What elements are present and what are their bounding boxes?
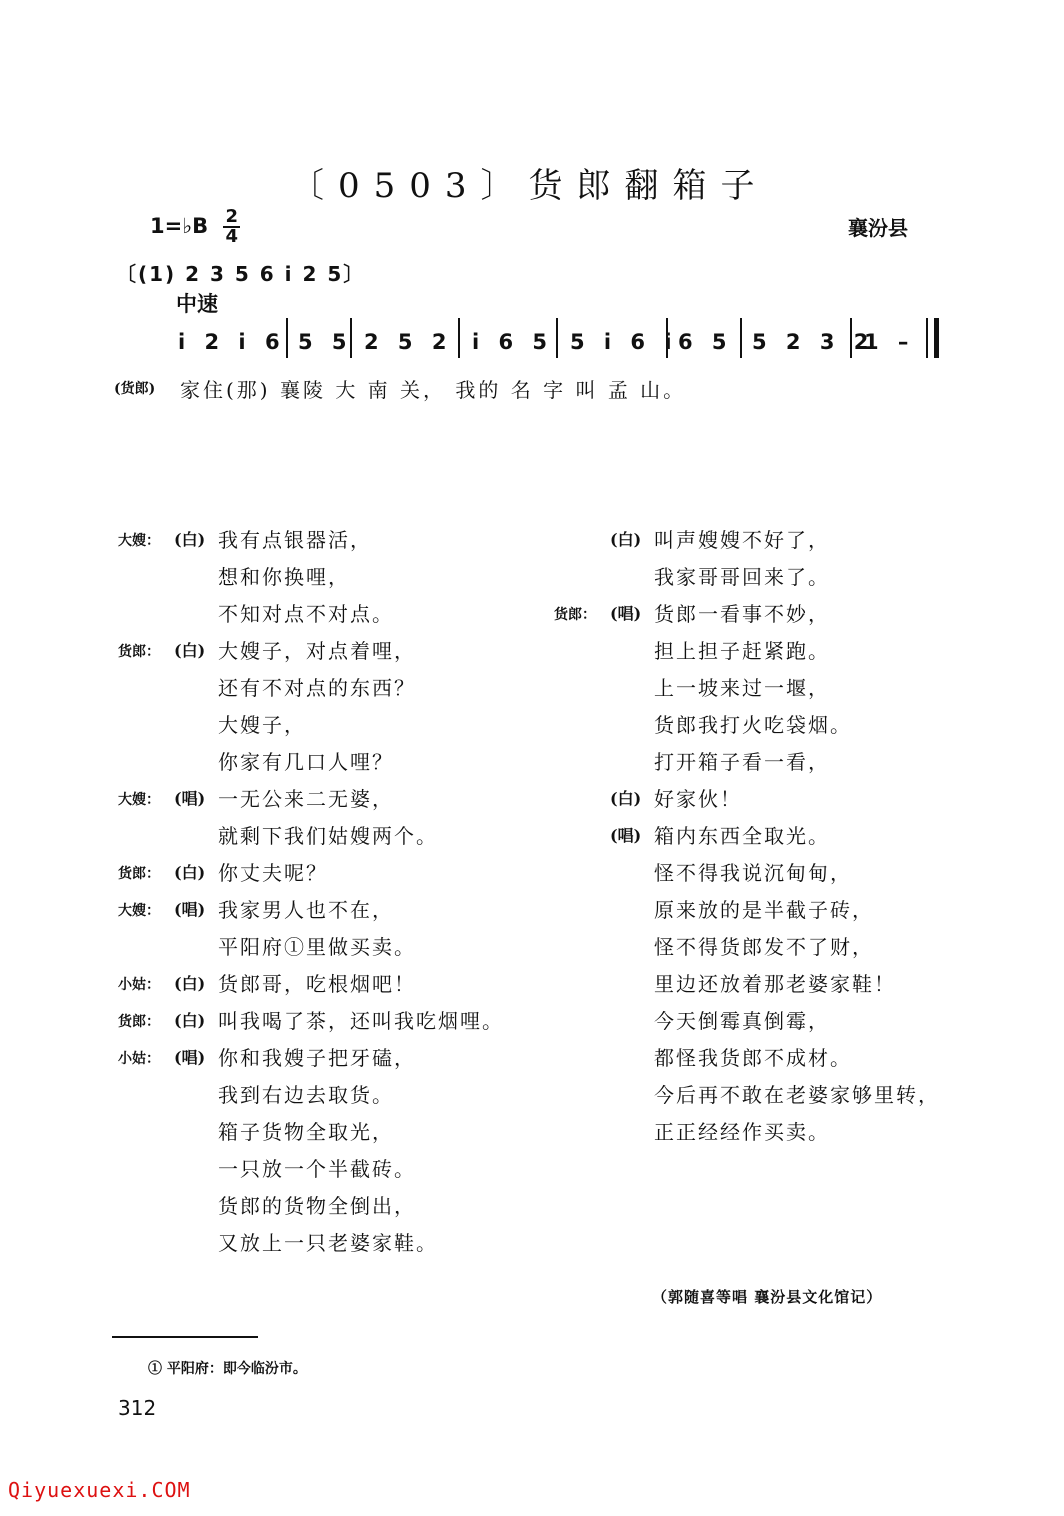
speaker-label: 小姑： (118, 1051, 160, 1067)
dialogue-text: 货郎一看事不妙， (654, 602, 830, 626)
speaker-label: 小姑： (118, 977, 160, 993)
dialogue-line (118, 742, 548, 779)
dialogue-left-column (118, 520, 548, 1260)
dialogue-line (118, 1223, 548, 1260)
final-bar-line (926, 318, 939, 358)
dialogue-line (554, 816, 954, 853)
speaker-label: 货郎： (118, 1014, 160, 1030)
dialogue-text: 箱内东西全取光。 (654, 824, 830, 848)
dialogue-line (118, 594, 548, 631)
bar-line (350, 318, 352, 358)
dialogue-text: 叫我喝了茶，还叫我吃烟哩。 (218, 1009, 504, 1033)
dialogue-text: 都怪我货郎不成材。 (654, 1046, 852, 1070)
dialogue-line (118, 1149, 548, 1186)
bar-line (666, 318, 668, 358)
bar-line (556, 318, 558, 358)
dialogue-text: 今后再不敢在老婆家够里转， (654, 1083, 940, 1107)
delivery-mode: (唱) (174, 789, 206, 808)
dialogue-line (554, 1038, 954, 1075)
dialogue-line (554, 1001, 954, 1038)
notation-measure: 1 – (864, 330, 915, 354)
delivery-mode: (白) (610, 530, 642, 549)
dialogue-text: 上一坡来过一堰， (654, 676, 830, 700)
dialogue-line (554, 631, 954, 668)
dialogue-text: 怪不得货郎发不了财， (654, 935, 874, 959)
time-numerator: 2 (225, 206, 238, 227)
lyric-role: (货郎) (114, 381, 156, 397)
delivery-mode: (唱) (610, 604, 642, 623)
song-title: 〔0503〕货郎翻箱子 (290, 166, 769, 206)
dialogue-text: 你和我嫂子把牙磕， (218, 1046, 416, 1070)
dialogue-line (554, 1075, 954, 1112)
dialogue-text: 还有不对点的东西？ (218, 676, 416, 700)
dialogue-text: 想和你换哩， (218, 565, 350, 589)
dialogue-line (118, 1075, 548, 1112)
dialogue-text: 打开箱子看一看， (654, 750, 830, 774)
dialogue-text: 担上担子赶紧跑。 (654, 639, 830, 663)
dialogue-text: 我有点银器活， (218, 528, 372, 552)
dialogue-text: 原来放的是半截子砖， (654, 898, 874, 922)
dialogue-line (554, 668, 954, 705)
dialogue-text: 就剩下我们姑嫂两个。 (218, 824, 438, 848)
dialogue-line (118, 779, 548, 816)
bar-line (740, 318, 742, 358)
bar-line (458, 318, 460, 358)
dialogue-line (554, 853, 954, 890)
delivery-mode: (白) (610, 789, 642, 808)
bar-line (850, 318, 852, 358)
dialogue-text: 箱子货物全取光， (218, 1120, 394, 1144)
dialogue-text: 好家伙！ (654, 787, 742, 811)
page-number: 312 (118, 1396, 157, 1420)
dialogue-line (118, 668, 548, 705)
time-denominator: 4 (225, 226, 238, 247)
dialogue-line (118, 557, 548, 594)
lyric-line: 家住(那) 襄陵 大 南 关， 我的 名 字 叫 孟 山。 (180, 378, 687, 402)
notation-measure: 6 5 (678, 330, 733, 354)
dialogue-text: 你家有几口人哩？ (218, 750, 394, 774)
dialogue-text: 我家哥哥回来了。 (654, 565, 830, 589)
dialogue-text: 叫声嫂嫂不好了， (654, 528, 830, 552)
dialogue-line (554, 742, 954, 779)
dialogue-line (118, 890, 548, 927)
dialogue-line (554, 594, 954, 631)
dialogue-text: 一只放一个半截砖。 (218, 1157, 416, 1181)
notation-measure: 5 2 3 2 (752, 330, 875, 354)
key-label: 1=♭B (150, 214, 209, 238)
dialogue-text: 正正经经作买卖。 (654, 1120, 830, 1144)
footnote: ① 平阳府：即今临汾市。 (148, 1361, 307, 1377)
speaker-label: 货郎： (118, 644, 160, 660)
dialogue-text: 里边还放着那老婆家鞋！ (654, 972, 896, 996)
notation-measure: i 2 i 6 (178, 330, 286, 354)
dialogue-line (554, 964, 954, 1001)
dialogue-line (554, 779, 954, 816)
dialogue-text: 大嫂子，对点着哩， (218, 639, 416, 663)
tempo-marking: 中速 (176, 292, 218, 316)
dialogue-text: 又放上一只老婆家鞋。 (218, 1231, 438, 1255)
dialogue-text: 货郎的货物全倒出， (218, 1194, 416, 1218)
dialogue-line (118, 1001, 548, 1038)
notation-staff (176, 318, 946, 362)
dialogue-line (118, 964, 548, 1001)
dialogue-line (554, 890, 954, 927)
delivery-mode: (唱) (174, 900, 206, 919)
dialogue-text: 一无公来二无婆， (218, 787, 394, 811)
dialogue-line (554, 705, 954, 742)
dialogue-line (118, 1112, 548, 1149)
dialogue-right-column (554, 520, 954, 1149)
delivery-mode: (唱) (174, 1048, 206, 1067)
notation-measure: 5 i 6 i (570, 330, 678, 354)
intro-notation: 〔(1) 2 3 5 6 i 2 5〕 (116, 262, 366, 286)
dialogue-text: 你丈夫呢？ (218, 861, 328, 885)
performer-credit: （郭随喜等唱 襄汾县文化馆记） (652, 1288, 883, 1306)
dialogue-text: 我到右边去取货。 (218, 1083, 394, 1107)
dialogue-line (118, 631, 548, 668)
dialogue-text: 今天倒霉真倒霉， (654, 1009, 830, 1033)
dialogue-line (118, 1038, 548, 1075)
speaker-label: 大嫂： (118, 533, 160, 549)
key-signature (150, 208, 240, 246)
delivery-mode: (白) (174, 974, 206, 993)
dialogue-line (554, 1112, 954, 1149)
dialogue-text: 货郎哥，吃根烟吧！ (218, 972, 416, 996)
dialogue-text: 我家男人也不在， (218, 898, 394, 922)
dialogue-line (118, 520, 548, 557)
dialogue-text: 平阳府①里做买卖。 (218, 935, 416, 959)
watermark: Qiyuexuexi.COM (8, 1478, 191, 1502)
dialogue-line (118, 927, 548, 964)
notation-measure: i 6 5 (472, 330, 554, 354)
notation-measure: 2 5 2 (364, 330, 453, 354)
footnote-rule (112, 1336, 258, 1338)
dialogue-line (554, 557, 954, 594)
speaker-label: 货郎： (118, 866, 160, 882)
speaker-label: 货郎： (554, 607, 596, 623)
delivery-mode: (白) (174, 863, 206, 882)
dialogue-line (118, 853, 548, 890)
dialogue-line (118, 705, 548, 742)
dialogue-line (554, 927, 954, 964)
bar-line (286, 318, 288, 358)
speaker-label: 大嫂： (118, 903, 160, 919)
region-label: 襄汾县 (848, 216, 908, 240)
delivery-mode: (白) (174, 1011, 206, 1030)
delivery-mode: (白) (174, 530, 206, 549)
dialogue-line (118, 816, 548, 853)
dialogue-line (554, 520, 954, 557)
dialogue-text: 不知对点不对点。 (218, 602, 394, 626)
dialogue-line (118, 1186, 548, 1223)
delivery-mode: (唱) (610, 826, 642, 845)
delivery-mode: (白) (174, 641, 206, 660)
dialogue-text: 大嫂子， (218, 713, 306, 737)
dialogue-text: 怪不得我说沉甸甸， (654, 861, 852, 885)
notation-measure: 5 5 (298, 330, 353, 354)
speaker-label: 大嫂： (118, 792, 160, 808)
time-signature (223, 208, 240, 246)
dialogue-text: 货郎我打火吃袋烟。 (654, 713, 852, 737)
